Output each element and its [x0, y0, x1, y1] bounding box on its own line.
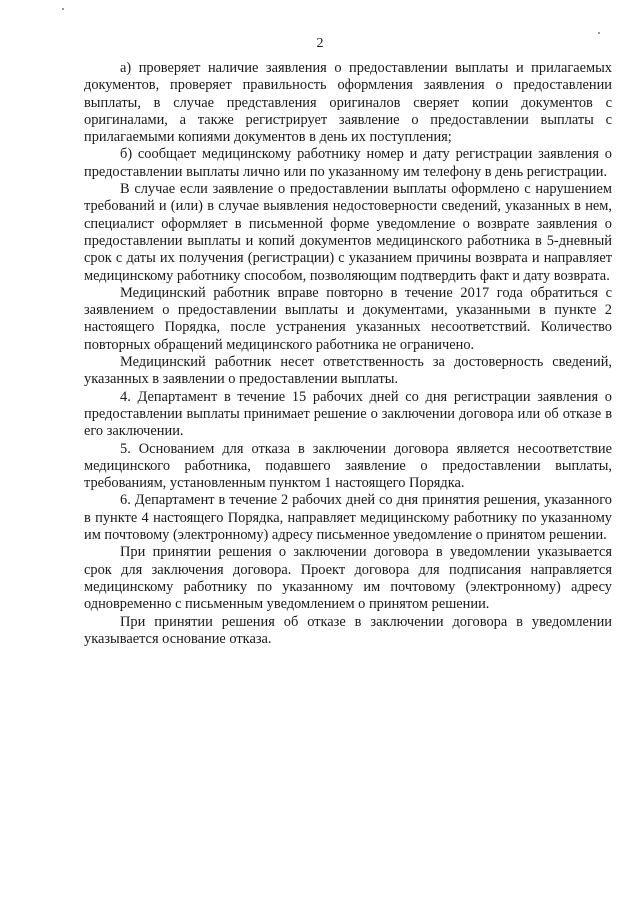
- scan-artifact: [62, 8, 64, 10]
- paragraph-item-6-notification: 6. Департамент в течение 2 рабочих дней со дня принятия решения, указанного в пункте 4 настоящего Порядка, направляет медицинскому работнику по указанному им почтовому (электронному) адресу письменное уведомление о принятом решении.: [84, 492, 612, 544]
- paragraph-responsibility: Медицинский работник несет ответственность за достоверность сведений, указанных в заявлении о предоставлении выплаты.: [84, 354, 612, 388]
- paragraph-item-4-decision: 4. Департамент в течение 15 рабочих дней со дня регистрации заявления о предоставлении выплаты принимает решение о заключении договора или об отказе в его заключении.: [84, 388, 612, 440]
- paragraph-repeat-application: Медицинский работник вправе повторно в течение 2017 года обратиться с заявлением о предоставлении выплаты и документами, указанными в пункте 2 настоящего Порядка, после устранения указанных несоответствий. Количество повторных обращений медицинского работника не ограничено.: [84, 284, 612, 353]
- paragraph-item-5-refusal-grounds: 5. Основанием для отказа в заключении договора является несоответствие медицинского работника, подавшего заявление о предоставлении выплаты, требованиям, установленным пунктом 1 настоящего Порядка.: [84, 440, 612, 492]
- paragraph-verification-duties: а) проверяет наличие заявления о предоставлении выплаты и прилагаемых документов, проверяет правильность оформления заявления о предоставлении выплаты, в случае представления оригиналов сверяет копии документов с оригиналами, а также регистрирует заявление о предоставлении выплаты с прилагаемыми копиями документов в день их поступления;: [84, 60, 612, 146]
- paragraph-return-of-application: В случае если заявление о предоставлении выплаты оформлено с нарушением требований и (или) в случае выявления недостоверности сведений, указанных в нем, специалист оформляет в письменной форме уведомление о возврате заявления о предоставлении выплаты и копий документов медицинского работника в 5-дневный срок с даты их получения (регистрации) с указанием причины возврата и направляет медицинскому работнику способом, позволяющим подтвердить факт и дату возврата.: [84, 181, 612, 284]
- page-number: 2: [316, 36, 324, 51]
- document-body: [84, 60, 612, 648]
- paragraph-contract-term: При принятии решения о заключении договора в уведомлении указывается срок для заключения договора. Проект договора для подписания направляется медицинскому работнику по указанному им почтовому (электронному) адресу одновременно с письменным уведомлением о принятом решении.: [84, 544, 612, 613]
- scan-artifact: [598, 32, 600, 34]
- paragraph-registration-notice: б) сообщает медицинскому работнику номер и дату регистрации заявления о предоставлении выплаты лично или по указанному им телефону в день регистрации.: [84, 146, 612, 180]
- paragraph-refusal-reason: При принятии решения об отказе в заключении договора в уведомлении указывается основание отказа.: [84, 613, 612, 647]
